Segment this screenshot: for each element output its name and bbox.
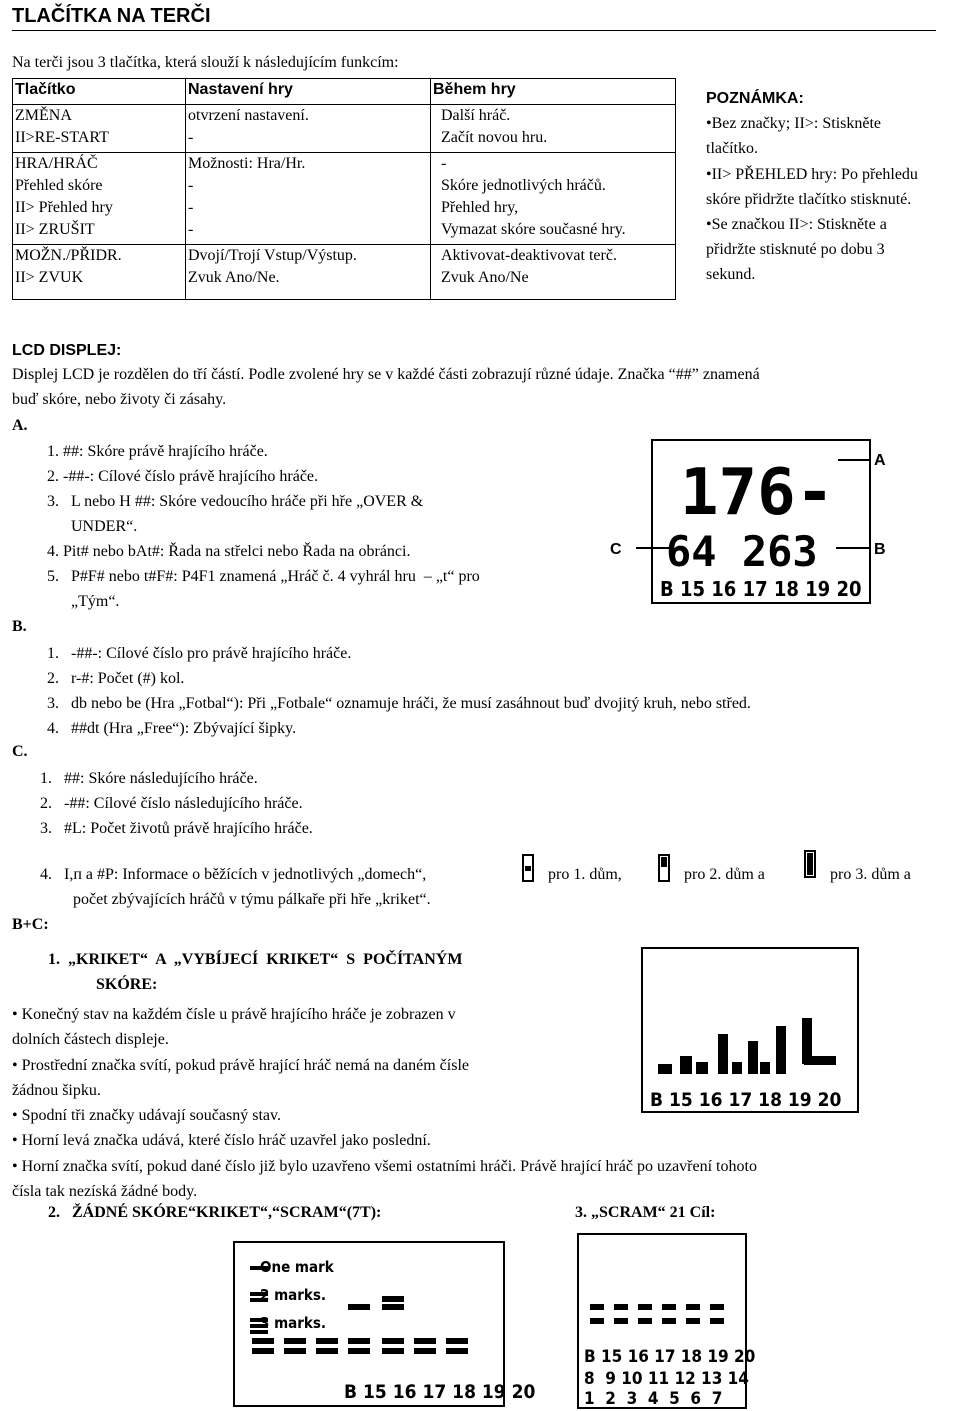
table-row (13, 105, 676, 153)
intro-text: Na terči jsou 3 tlačítka, která slouží k následujícím funkcím: (12, 54, 399, 71)
lcd-figure-abc (608, 430, 908, 610)
table-cell (13, 245, 186, 300)
cell-line: II>RE-START (15, 129, 109, 146)
table-header: Tlačítko (13, 79, 186, 105)
mark-label: 3 marks. (260, 1314, 327, 1332)
lcd-row-2: 8 9 10 11 12 13 14 (584, 1369, 749, 1389)
cell-line: II> ZRUŠIT (15, 221, 95, 238)
cricket-line: • Horní značka svítí, pokud dané číslo již bylo uzavřeno všemi ostatními hráči. Právě hrající hráč po uzavření tohoto (12, 1158, 757, 1175)
cell-line: II> ZVUK (15, 269, 84, 286)
cell-line: Přehled hry, (441, 199, 519, 216)
note-line: přidržte stisknuté po dobu 3 (706, 241, 885, 259)
lcd-bottom-row: B 15 16 17 18 19 20 (344, 1381, 536, 1403)
note-title: POZNÁMKA: (706, 90, 804, 107)
section-label-c: C. (12, 743, 28, 760)
cell-line: Začít novou hru. (441, 129, 548, 146)
list-item: 2. -##: Cílové číslo následujícího hráče. (40, 795, 303, 812)
cell-line: - (188, 221, 194, 238)
note-line: skóre přidržte tlačítko stisknuté. (706, 190, 912, 208)
section-label-b: B. (12, 618, 27, 635)
table-cell (431, 153, 676, 245)
list-item: 4. I,п a #P: Informace o běžících v jednotlivých „domech“, (40, 866, 427, 883)
note-line: •II> PŘEHLED hry: Po přehledu (706, 165, 918, 183)
table-cell (13, 153, 186, 245)
list-item: pro 2. dům a (684, 866, 765, 883)
list-item: 1. -##-: Cílové číslo pro právě hrajícího hráče. (47, 645, 352, 662)
lcd-heading: LCD DISPLEJ: (12, 342, 122, 359)
title-rule (12, 30, 936, 31)
section-3-heading: 3. „SCRAM“ 21 Cíl: (575, 1204, 716, 1221)
list-item: 2. r-#: Počet (#) kol. (47, 670, 185, 687)
lcd-figure-cricket (640, 946, 862, 1116)
lcd-bottom-row: B 15 16 17 18 19 20 (660, 577, 862, 601)
list-item: pro 1. dům, (548, 866, 622, 883)
table-cell (186, 153, 431, 245)
list-item: UNDER“. (47, 518, 138, 535)
cell-line: ZMĚNA (15, 107, 72, 124)
table-cell (431, 245, 676, 300)
cell-line: Dvojí/Trojí Vstup/Výstup. (188, 247, 357, 264)
cricket-marks (658, 1018, 836, 1074)
page-title: TLAČÍTKA NA TERČI (12, 5, 211, 27)
lcd-row-1: B 15 16 17 18 19 20 (584, 1347, 756, 1367)
list-item: 4. ##dt (Hra „Free“): Zbývající šipky. (47, 720, 297, 737)
table-header: Během hry (431, 79, 676, 105)
cell-line: Vymazat skóre současné hry. (441, 221, 626, 238)
house-1-icon (518, 852, 538, 884)
cricket-heading: 1. „KRIKET“ A „VYBÍJECÍ KRIKET“ S POČÍTANÝM (48, 951, 463, 968)
lcd-para: Displej LCD je rozdělen do tří částí. Podle zvolené hry se v každé části zobrazují různé údaje. Značka “##” znamená (12, 366, 760, 383)
list-item: 1. ##: Skóre následujícího hráče. (40, 770, 258, 787)
note-line: tlačítko. (706, 140, 758, 158)
label-a: A (874, 452, 886, 469)
list-item: počet zbývajících hráčů v týmu pálkaře při hře „kriket“. (73, 891, 431, 908)
table-row (13, 153, 676, 245)
section-label-bc: B+C: (12, 916, 49, 933)
table-cell (186, 105, 431, 153)
cricket-line: • Horní levá značka udává, které číslo hráč uzavřel jako poslední. (12, 1132, 431, 1150)
list-item: „Tým“. (47, 593, 120, 610)
section-label-a: A. (12, 417, 28, 434)
cell-line: MOŽN./PŘIDR. (15, 247, 122, 264)
lcd-para: buď skóre, nebo životy či zásahy. (12, 391, 227, 408)
segment-dashes (590, 1304, 724, 1324)
list-item: 2. -##-: Cílové číslo právě hrajícího hráče. (47, 468, 319, 485)
mark-label: One mark (260, 1258, 334, 1276)
house-2-icon (654, 852, 674, 884)
table-row (13, 245, 676, 300)
cell-line: Skóre jednotlivých hráčů. (441, 177, 606, 194)
cell-line: - (188, 177, 194, 194)
cell-line: otvrzení nastavení. (188, 107, 309, 124)
cricket-line: • Prostřední značka svítí, pokud právě hrající hráč nemá na daném čísle (12, 1056, 469, 1074)
lcd-bottom-row: B 15 16 17 18 19 20 (650, 1089, 842, 1111)
label-c: C (610, 541, 622, 558)
list-item: 5. P#F# nebo t#F#: P4F1 znamená „Hráč č. 4 vyhrál hru – „t“ pro (47, 568, 480, 585)
lcd-mid-digits: 64 263 (666, 527, 818, 576)
table-header: Nastavení hry (186, 79, 431, 105)
cell-line: - (188, 129, 194, 146)
note-line: sekund. (706, 266, 756, 284)
list-item: 4. Pit# nebo bAt#: Řada na střelci nebo Řada na obránci. (47, 543, 411, 560)
list-item: 3. db nebo be (Hra „Fotbal“): Při „Fotbale“ oznamuje hráči, že musí zasáhnout buď dvojitý kruh, nebo střed. (47, 695, 751, 712)
lcd-big-digits: 176- (680, 456, 835, 530)
table-cell (13, 105, 186, 153)
house-3-icon (800, 848, 820, 882)
cell-line: Aktivovat-deaktivovat terč. (441, 247, 617, 264)
cell-line: HRA/HRÁČ (15, 155, 98, 172)
cricket-line: žádnou šipku. (12, 1081, 101, 1099)
cricket-text-wide (12, 1154, 942, 1205)
lcd-figure-scram (576, 1232, 756, 1410)
buttons-table (12, 78, 676, 300)
cricket-line: • Spodní tři značky udávají současný stav. (12, 1107, 281, 1125)
note-block (706, 86, 960, 288)
cell-line: Další hráč. (441, 107, 511, 124)
label-b: B (874, 541, 886, 558)
cricket-line: dolních částech displeje. (12, 1031, 169, 1049)
cell-line: - (188, 199, 194, 216)
list-item: 3. L nebo H ##: Skóre vedoucího hráče při hře „OVER & (47, 493, 424, 510)
cell-line: II> Přehled hry (15, 199, 113, 216)
note-line: •Se značkou II>: Stiskněte a (706, 216, 887, 234)
mark-label: 2 marks. (260, 1286, 327, 1304)
cell-line: Zvuk Ano/Ne (441, 269, 529, 286)
note-line: •Bez značky; II>: Stiskněte (706, 115, 882, 133)
list-item: 3. #L: Počet životů právě hrajícího hráče. (40, 820, 313, 837)
table-cell (186, 245, 431, 300)
cell-line: Přehled skóre (15, 177, 103, 194)
cell-line: Zvuk Ano/Ne. (188, 269, 280, 286)
table-cell (431, 105, 676, 153)
table-header-row (13, 79, 676, 105)
cricket-line: • Konečný stav na každém čísle u právě hrajícího hráče je zobrazen v (12, 1006, 456, 1023)
cell-line: Možnosti: Hra/Hr. (188, 155, 306, 172)
cricket-line: čísla tak nezíská žádné body. (12, 1183, 198, 1201)
cricket-heading-2: SKÓRE: (96, 976, 158, 993)
list-item: 1. ##: Skóre právě hrajícího hráče. (47, 443, 268, 460)
cricket-text (12, 1002, 602, 1154)
section-2-heading: 2. ŽÁDNÉ SKÓRE“KRIKET“,“SCRAM“(7T): (48, 1204, 382, 1221)
list-item: pro 3. dům a (830, 866, 911, 883)
lcd-figure-no-score (232, 1240, 536, 1410)
lcd-row-3: 1 2 3 4 5 6 7 (584, 1389, 723, 1409)
cell-line: - (441, 155, 447, 172)
